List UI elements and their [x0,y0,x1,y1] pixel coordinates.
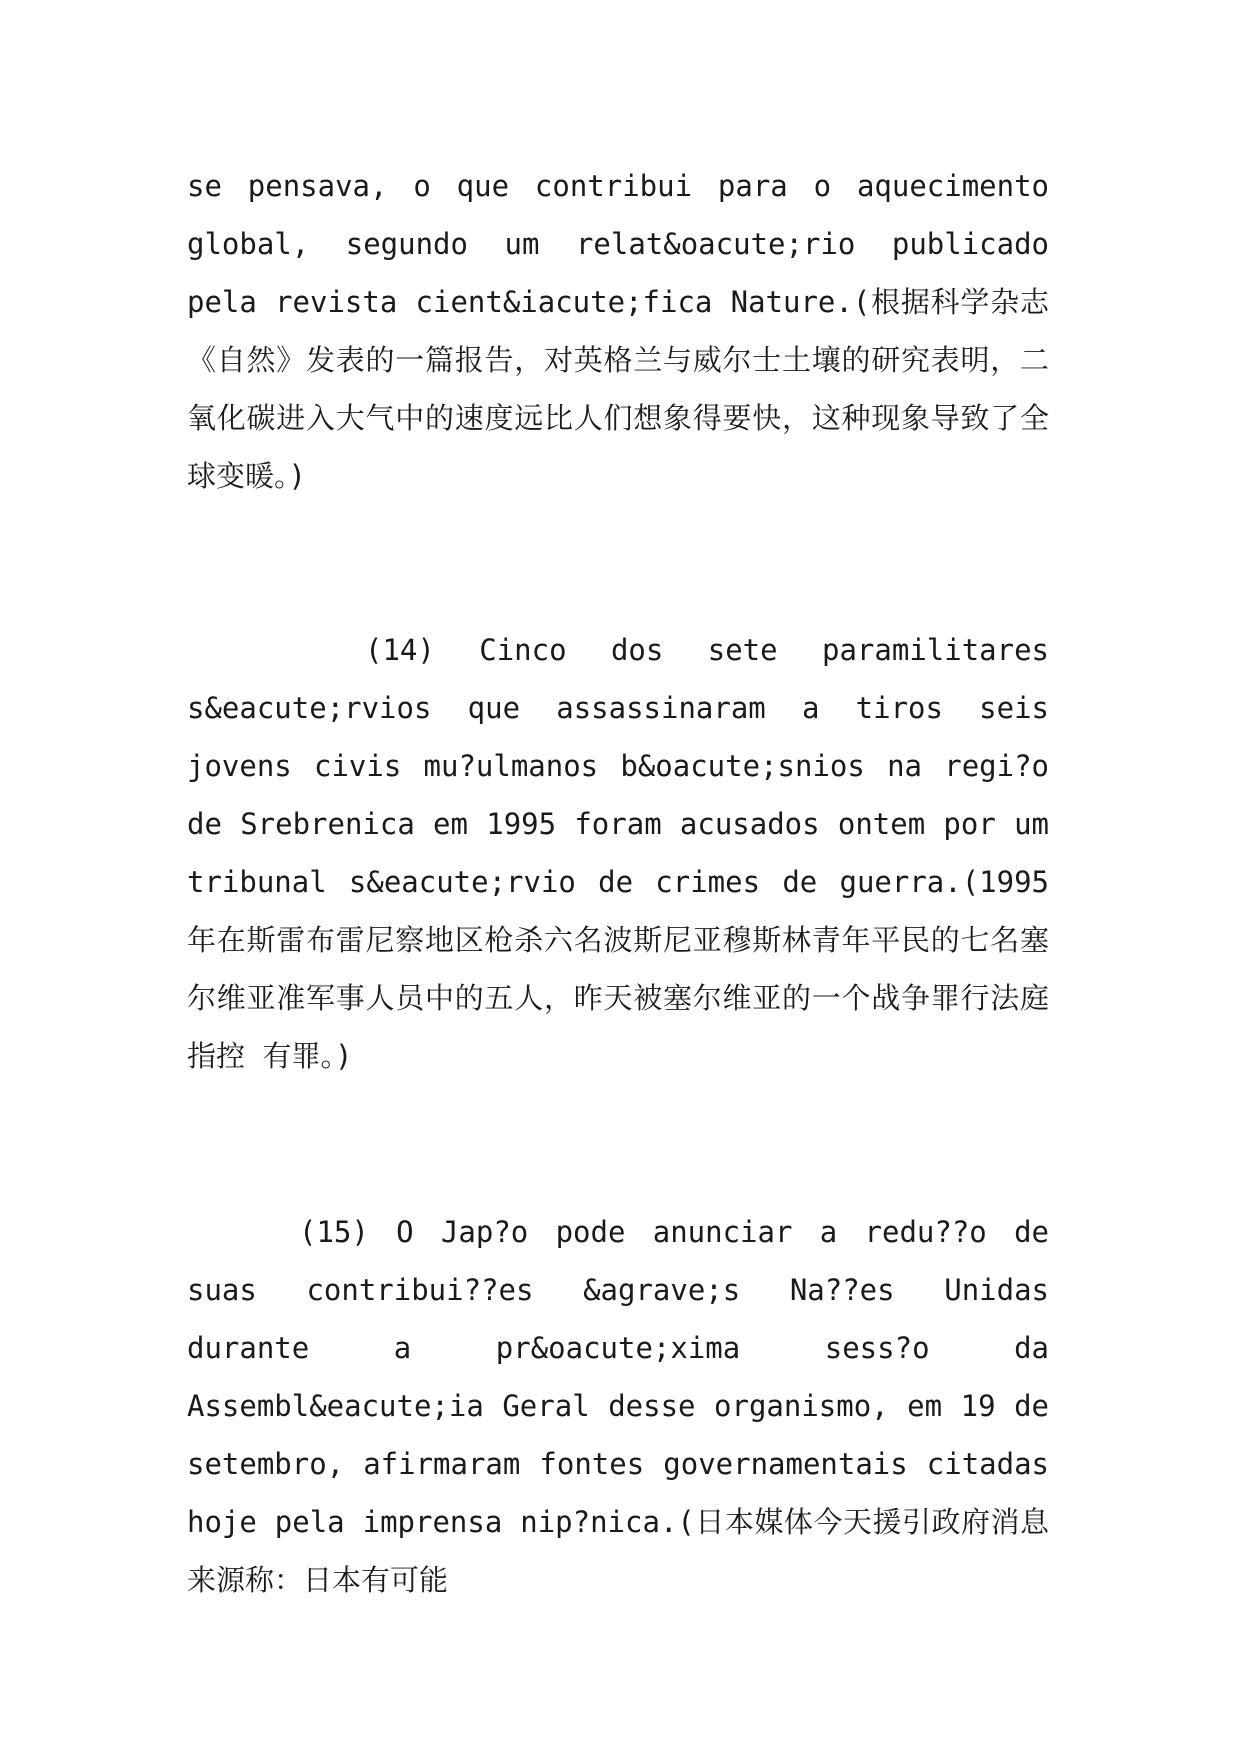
paragraph-15: (15) O Jap?o pode anunciar a redu??o de suas contribui??es &agrave;s Na??es Unidas durante a pr&oacute;xima sess?o da Assembl&eacute;ia Geral desse organismo, em 19 de setembro, afirmaram fontes governamentais citadas hoje pela imprensa nip?nica.(日本媒体今天援引政府消息来源称：日本有可能 [187,1215,1049,1597]
paragraph-13-continuation: se pensava, o que contribui para o aquecimento global, segundo um relat&oacute;rio publicado pela revista cient&iacute;fica Nature.(根据科学杂志《自然》发表的一篇报告，对英格兰与威尔士土壤的研究表明，二氧化碳进入大气中的速度远比人们想象得要快，这种现象导致了全 球变暖。) [187,169,1049,493]
paragraph-14: (14) Cinco dos sete paramilitares s&eacute;rvios que assassinaram a tiros seis jovens civis mu?ulmanos b&oacute;snios na regi?o de Srebrenica em 1995 foram acusados ontem por um tribunal s&eacute;rvio de crimes de guerra.(1995年在斯雷布雷尼察地区枪杀六名波斯尼亚穆斯林青年平民的七名塞尔维亚准军事人员中的五人，昨天被塞尔维亚的一个战争罪行法庭指控 有罪。) [187,633,1049,1073]
